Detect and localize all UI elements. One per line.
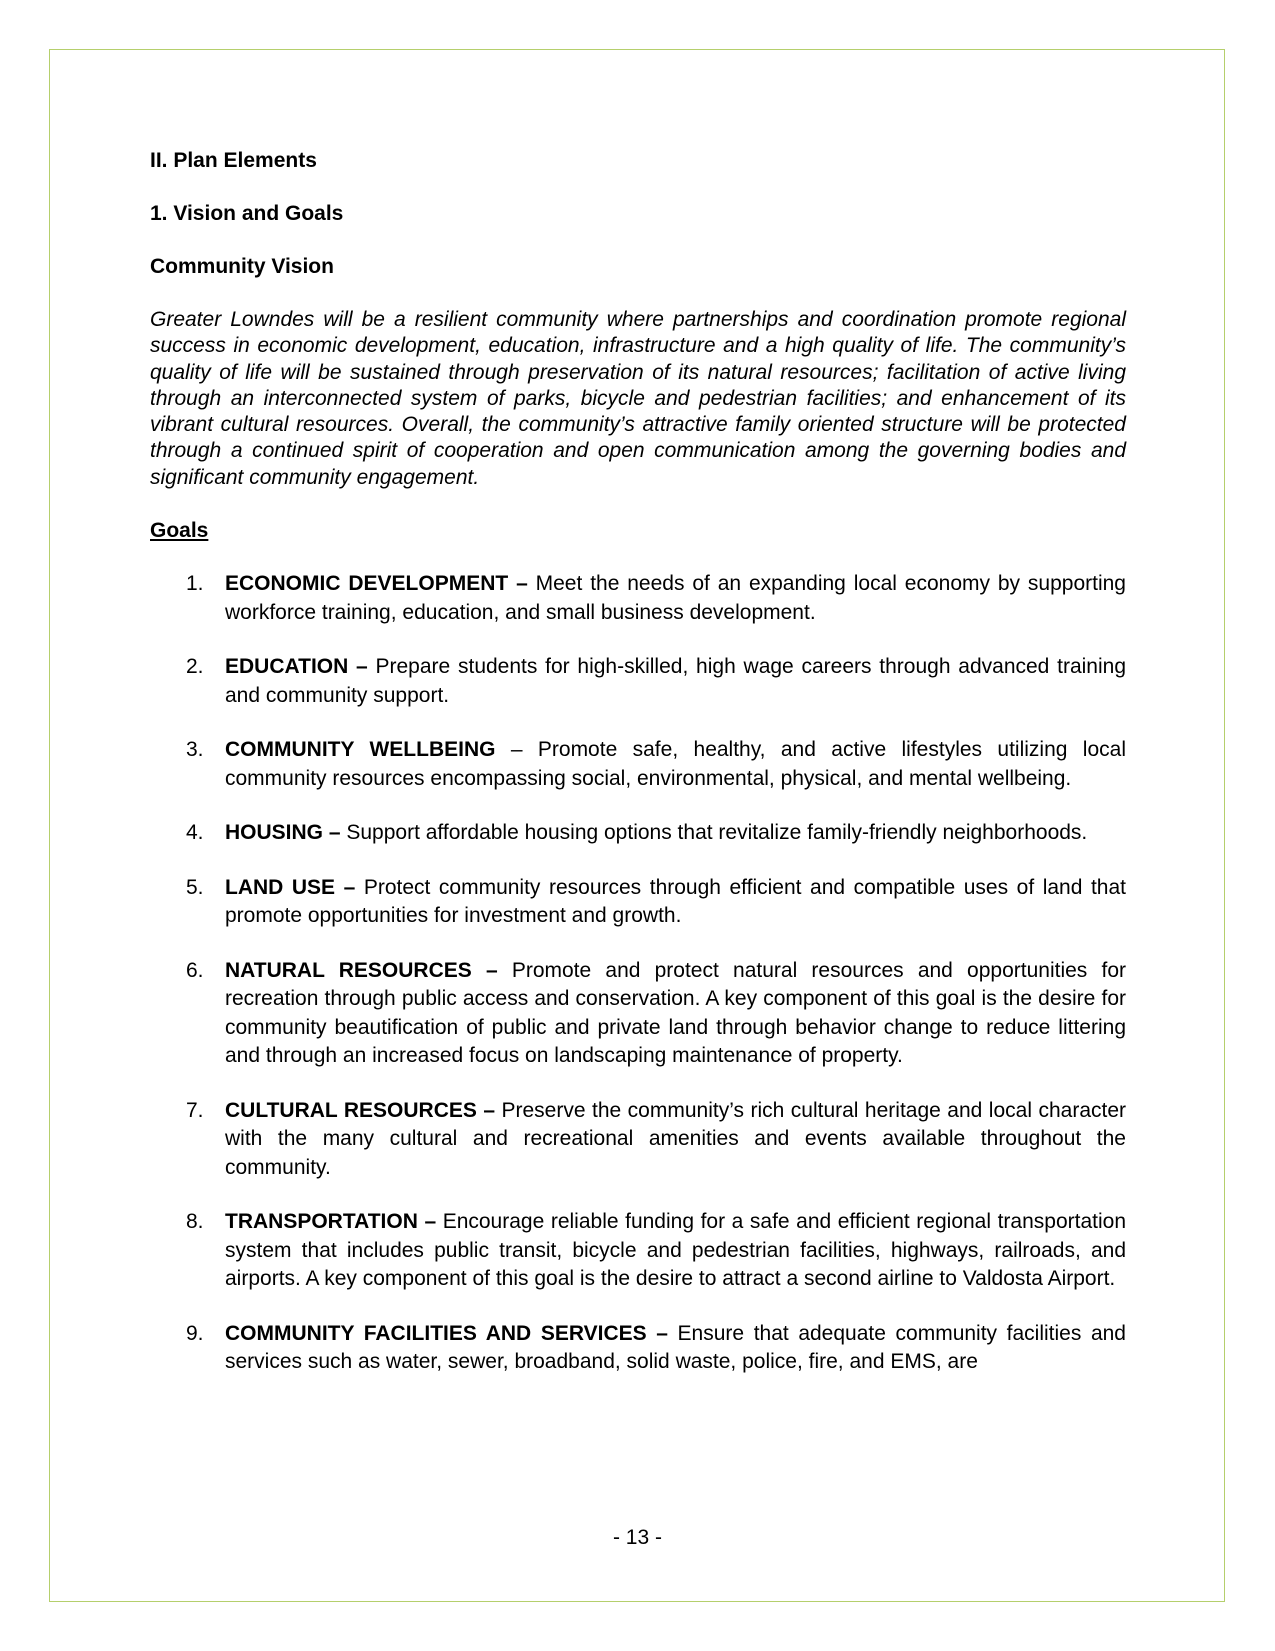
goal-item-natural-resources bbox=[150, 957, 1126, 1071]
goal-number: 3. bbox=[186, 738, 204, 762]
goal-number: 7. bbox=[186, 1098, 204, 1122]
vision-heading: Community Vision bbox=[150, 255, 334, 278]
goal-title: HOUSING – bbox=[225, 821, 341, 845]
goal-item-education bbox=[150, 653, 1126, 710]
goal-item-transportation bbox=[150, 1208, 1126, 1294]
subsection-title: 1. Vision and Goals bbox=[150, 202, 344, 225]
goal-number: 1. bbox=[186, 572, 204, 596]
goal-title: TRANSPORTATION – bbox=[225, 1210, 437, 1234]
goal-number: 4. bbox=[186, 821, 204, 845]
goal-text: Ensure that adequate community facilities and services such as water, sewer, broadband, solid waste, police, fire, and EMS, are bbox=[225, 1321, 1126, 1374]
goal-number: 2. bbox=[186, 655, 204, 679]
goal-item-community-wellbeing bbox=[150, 736, 1126, 793]
goal-text: Preserve the community’s rich cultural heritage and local character with the many cultural and recreational amenities and events available throughout the community. bbox=[225, 1098, 1127, 1179]
goal-number: 8. bbox=[186, 1210, 204, 1234]
goal-item-land-use bbox=[150, 874, 1126, 931]
goal-text: – Promote safe, healthy, and active lifestyles utilizing local community resources encompassing social, environmental, physical, and mental wellbeing. bbox=[225, 738, 1126, 790]
goal-item-community-facilities bbox=[150, 1320, 1126, 1377]
vision-paragraph: Greater Lowndes will be a resilient community where partnerships and coordination promote regional success in economic development, education, infrastructure and a high quality of life. The community’s quality of life will be sustained through preservation of its natural resources; facilitation of active living through an interconnected system of parks, bicycle and pedestrian facilities; and enhancement of its vibrant cultural resources. Overall, the community’s attractive family oriented structure will be protected through a continued spirit of cooperation and open communication among the governing bodies and significant community engagement. bbox=[150, 308, 1126, 489]
goal-title: CULTURAL RESOURCES – bbox=[225, 1098, 496, 1122]
goal-text: Prepare students for high-skilled, high wage careers through advanced training and community support. bbox=[225, 655, 1127, 707]
document-body bbox=[150, 148, 1126, 1403]
goal-title: COMMUNITY FACILITIES AND SERVICES – bbox=[225, 1321, 668, 1345]
section-title: II. Plan Elements bbox=[150, 149, 317, 172]
goal-number: 5. bbox=[186, 875, 204, 899]
goal-text: Encourage reliable funding for a safe and efficient regional transportation system that includes public transit, bicycle and pedestrian facilities, highways, railroads, and airports. A key component of this goal is the desire to attract a second airline to Valdosta Airport. bbox=[225, 1210, 1127, 1291]
goal-title: COMMUNITY WELLBEING bbox=[225, 738, 496, 762]
goal-title: LAND USE – bbox=[225, 875, 356, 899]
goal-item-housing bbox=[150, 819, 1126, 848]
goals-list bbox=[150, 570, 1126, 1377]
goal-number: 6. bbox=[186, 958, 204, 982]
goal-text: Meet the needs of an expanding local economy by supporting workforce training, education, and small business development. bbox=[225, 572, 1126, 624]
goal-title: EDUCATION – bbox=[225, 655, 368, 679]
goal-title: ECONOMIC DEVELOPMENT – bbox=[225, 572, 528, 596]
goal-item-economic-development bbox=[150, 570, 1126, 627]
goals-heading: Goals bbox=[150, 519, 209, 543]
goal-text: Support affordable housing options that revitalize family-friendly neighborhoods. bbox=[340, 821, 1088, 845]
goal-number: 9. bbox=[186, 1321, 204, 1345]
page-number: - 13 - bbox=[612, 1526, 662, 1549]
goal-title: NATURAL RESOURCES – bbox=[225, 958, 498, 982]
goal-text: Promote and protect natural resources and opportunities for recreation through public access and conservation. A key component of this goal is the desire for community beautification of public and private land through behavior change to reduce littering and through an increased focus on landscaping maintenance of property. bbox=[225, 958, 1126, 1068]
goal-text: Protect community resources through efficient and compatible uses of land that promote opportunities for investment and growth. bbox=[225, 875, 1126, 928]
goal-item-cultural-resources bbox=[150, 1097, 1126, 1183]
